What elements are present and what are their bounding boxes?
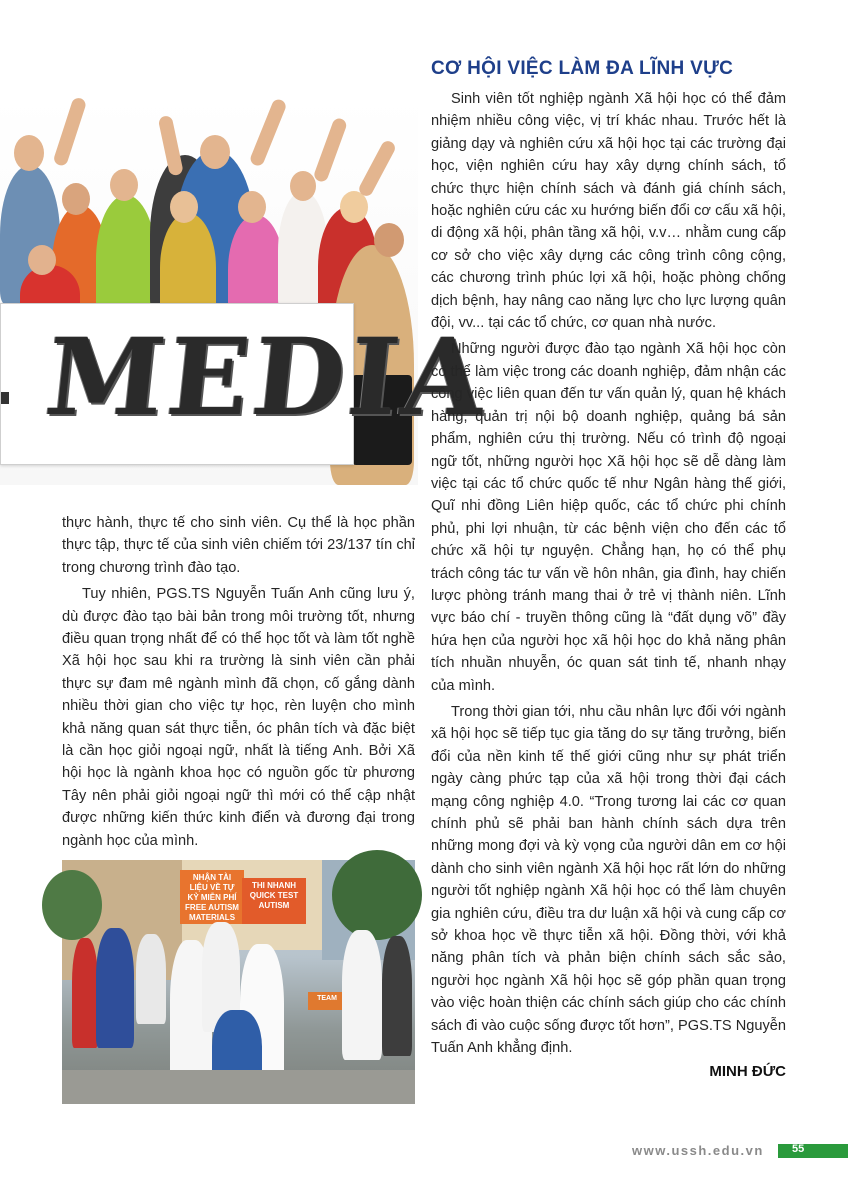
volunteer-figure <box>72 938 98 1048</box>
student-head <box>170 191 198 223</box>
paragraph: Những người được đào tạo ngành Xã hội học còn có thể làm việc trong các doanh nghiệp, đảm nhận các công việc liên quan đến tư vấn quản lý, quan hệ khách hàng, quản trị nội bộ doanh nghiệp, quảng bá sản phẩm, nghiên cứu thị trường. Nếu có trình độ ngoại ngữ tốt, những người học Xã hội học sẽ dễ dàng làm việc tại các tổ chức quốc tế như Ngân hàng thế giới, Quĩ nhi đồng Liên hiệp quốc, các tổ chức phi chính phủ, phi lợi nhuận, từ các bệnh viện cho đến các tổ chức xã hội tự nguyện. Chẳng hạn, họ có thể phụ trách công tác tư vấn về hôn nhân, gia đình, hay chiến lược phòng tránh mang thai ở trẻ vị thành niên. Lĩnh vực báo chí - truyền thông cũng là “đất dụng võ” đầy hứa hẹn của người học xã hội học do khả năng phân tích nhuần nhuyễn, óc quan sát tinh tế, nhanh nhạy của mình. <box>431 341 786 694</box>
sign-free-materials: NHẬN TÀI LIỆU VỀ TỰ KỶ MIỄN PHÍ FREE AUTISM MATERIALS <box>180 870 244 924</box>
student-head <box>110 169 138 201</box>
student-head <box>28 245 56 275</box>
paragraph: Sinh viên tốt nghiệp ngành Xã hội học có thể đảm nhiệm nhiều công việc, vị trí khác nhau. Trước hết là giảng dạy và nghiên cứu xã hội học tại các trường đại học, viện nghiên cứu hay xây dựng chính sách, tổ chức thực hiện chính sách và đánh giá chính sách, hoặc nghiên cứu các xu hướng biến đổi cơ cấu xã hội, di động xã hội, phân tầng xã hội, v.v… nhằm cung cấp cơ sở cho việc xây dựng các công trình công cộng, các chương trình phúc lợi xã hội, hoặc phòng chống dịch bệnh, hay nâng cao năng lực cho lực lượng quân đội, vv... tại các tổ chức, cơ quan nhà nước. <box>431 91 786 332</box>
volunteer-figure <box>96 928 134 1048</box>
student-head <box>200 135 230 169</box>
volunteer-figure <box>342 930 382 1060</box>
tree <box>42 870 102 940</box>
student-head <box>238 191 266 223</box>
event-photo <box>62 860 415 1104</box>
raised-arm <box>158 115 184 177</box>
section-heading: CƠ HỘI VIỆC LÀM ĐA LĨNH VỰC <box>431 58 734 79</box>
media-board-text: MEDIA <box>40 314 496 439</box>
page-number-bar <box>778 1144 848 1158</box>
raised-arm <box>357 139 398 199</box>
right-column <box>431 88 786 1063</box>
raised-arm <box>52 96 87 167</box>
raised-arm <box>249 97 288 167</box>
pavement <box>62 1070 415 1104</box>
footer-url: www.ussh.edu.vn <box>632 1143 764 1158</box>
sign-team: TEAM <box>308 992 346 1010</box>
volunteer-figure <box>382 936 412 1056</box>
student-head <box>62 183 90 215</box>
tree <box>332 850 422 940</box>
author-byline: MINH ĐỨC <box>709 1063 786 1080</box>
student-head <box>374 223 404 257</box>
volunteer-figure <box>136 934 166 1024</box>
paragraph: Tuy nhiên, PGS.TS Nguyễn Tuấn Anh cũng lưu ý, dù được đào tạo bài bản trong môi trường tốt, nhưng điều quan trọng nhất để có thể học tốt và làm tốt nghề Xã hội học sau khi ra trường là sinh viên cần phải thực sự đam mê ngành mình đã chọn, cố gắng dành nhiều thời gian cho việc tự học, rèn luyện cho mình khả năng quan sát thực tiễn, óc phân tích và đặc biệt là cần học giỏi ngoại ngữ, nhất là tiếng Anh. Bởi Xã hội học là ngành khoa học có nguồn gốc từ phương Tây nên phải giỏi ngoại ngữ thì mới có thể cập nhật được những kiến thức kinh điển và đương đại trong ngành học của mình. <box>62 586 415 849</box>
paragraph: Trong thời gian tới, nhu cầu nhân lực đối với ngành xã hội học sẽ tiếp tục gia tăng do sự tăng trưởng, biến đổi của nền kinh tế thế giới cũng như sự phát triển ngày càng phức tạp của xã hội trong thời đại cách mạng công nghiệp 4.0. “Trong tương lai các cơ quan chính phủ sẽ phải ban hành chính sách dựa trên những mong đợi và kỳ vọng của người dân em cơ hội dành cho sinh viên ngành Xã hội học rất lớn do những người tốt nghiệp ngành Xã hội học có thể làm chuyên gia nghiên cứu, điều tra dư luận xã hội và cung cấp cơ sở khoa học về thực tiễn xã hội. Đồng thời, với khả năng phân tích và phản biện chính sách sắc sảo, người học ngành Xã hội học sẽ góp phần quan trọng vào việc hoàn thiện các chính sách giúp cho các chính sách đi vào cuộc sống được tốt hơn”, PGS.TS Nguyễn Tuấn Anh khẳng định. <box>431 703 786 1057</box>
raised-arm <box>312 117 348 184</box>
sign-quick-test: THI NHANH QUICK TEST AUTISM <box>242 878 306 924</box>
page-number: 55 <box>792 1143 805 1155</box>
hero-photo <box>0 95 496 485</box>
left-column <box>62 512 415 856</box>
media-board <box>0 303 496 465</box>
student-head <box>14 135 44 171</box>
paragraph: thực hành, thực tế cho sinh viên. Cụ thể là học phần thực tập, thực tế của sinh viên chiếm tới 23/137 tín chỉ trong chương trình đào tạo. <box>62 515 415 576</box>
student-head <box>290 171 316 201</box>
board-mark <box>1 392 9 404</box>
